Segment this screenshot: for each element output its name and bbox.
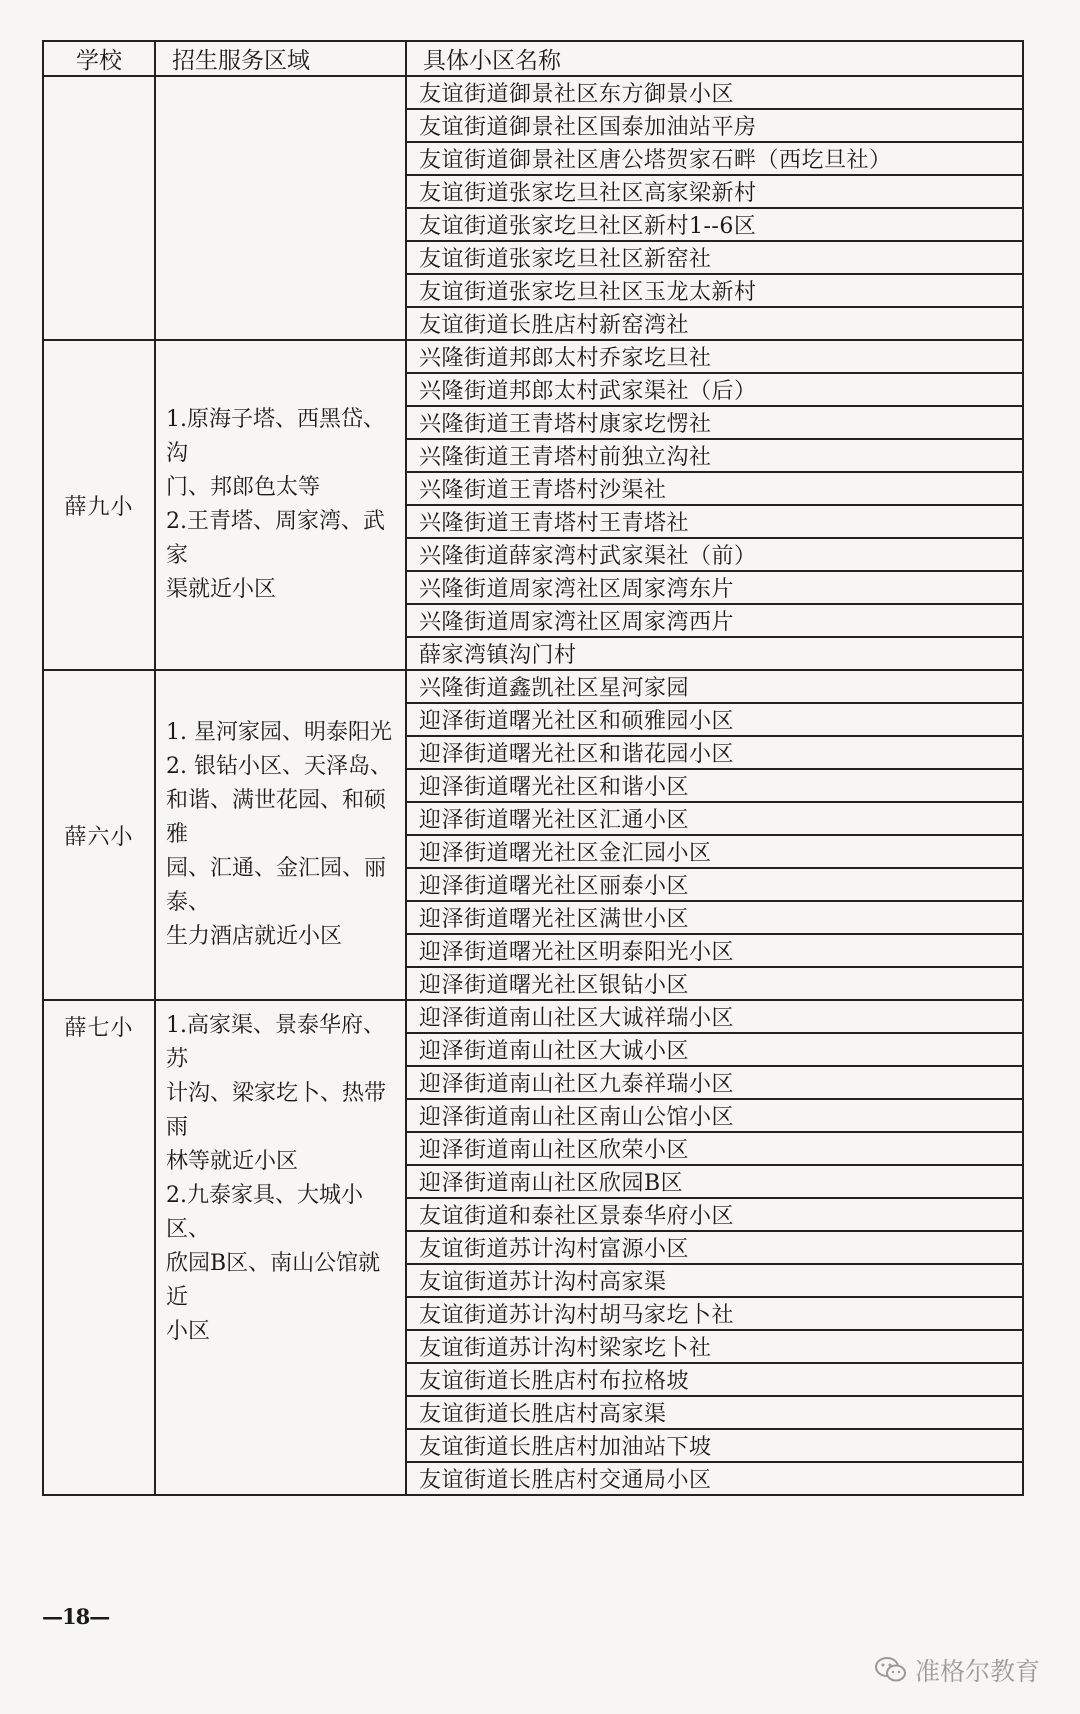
- community-name-cell: 迎泽街道曙光社区和硕雅园小区: [406, 703, 1023, 736]
- community-name-cell: 薛家湾镇沟门村: [406, 637, 1023, 670]
- table-row: [43, 340, 1023, 373]
- header-service-area: [155, 41, 406, 76]
- service-area-line: 计沟、梁家圪卜、热带雨: [166, 1081, 387, 1140]
- service-area-line: 1. 星河家园、明泰阳光: [166, 720, 392, 745]
- header-school: 学校: [43, 41, 155, 76]
- community-name-cell: 兴隆街道王青塔村王青塔社: [406, 505, 1023, 538]
- service-area-line: 小区: [166, 1319, 211, 1344]
- service-area-line: 园、汇通、金汇园、丽泰、: [166, 856, 387, 915]
- service-area-line: 渠就近小区: [166, 577, 277, 602]
- service-area-line: 2.九泰家具、大城小区、: [166, 1183, 363, 1242]
- table-row: [43, 76, 1023, 109]
- community-name-cell: 友谊街道长胜店村新窑湾社: [406, 307, 1023, 340]
- community-name-cell: 友谊街道张家圪旦社区玉龙太新村: [406, 274, 1023, 307]
- header-service-area-label: 招生服务区域: [172, 48, 310, 74]
- community-name-cell: 友谊街道苏计沟村胡马家圪卜社: [406, 1297, 1023, 1330]
- community-name-cell: 兴隆街道邦郎太村乔家圪旦社: [406, 340, 1023, 373]
- header-community-name: [406, 41, 1023, 76]
- community-name-cell: 兴隆街道王青塔村前独立沟社: [406, 439, 1023, 472]
- community-name-cell: 兴隆街道周家湾社区周家湾西片: [406, 604, 1023, 637]
- school-cell: 薛九小: [43, 340, 155, 670]
- community-name-cell: 兴隆街道鑫凯社区星河家园: [406, 670, 1023, 703]
- service-area-line: 1.原海子塔、西黑岱、沟: [166, 407, 385, 466]
- service-area-cell: [155, 670, 406, 1000]
- wechat-icon: [875, 1656, 907, 1684]
- community-name-cell: 友谊街道长胜店村交通局小区: [406, 1462, 1023, 1495]
- school-cell: 薛六小: [43, 670, 155, 1000]
- community-name-cell: 友谊街道长胜店村加油站下坡: [406, 1429, 1023, 1462]
- service-area-line: 生力酒店就近小区: [166, 924, 343, 949]
- community-name-cell: 友谊街道苏计沟村梁家圪卜社: [406, 1330, 1023, 1363]
- watermark: [875, 1652, 1040, 1688]
- community-name-cell: 迎泽街道南山社区欣园B区: [406, 1165, 1023, 1198]
- service-area-cell: [155, 340, 406, 670]
- community-name-cell: 迎泽街道曙光社区金汇园小区: [406, 835, 1023, 868]
- service-area-line: 2. 银钻小区、天泽岛、: [166, 754, 392, 779]
- table-body: [43, 76, 1023, 1495]
- service-area-line: 2.王青塔、周家湾、武家: [166, 509, 385, 568]
- community-name-cell: 迎泽街道曙光社区汇通小区: [406, 802, 1023, 835]
- service-area-line: 门、邦郎色太等: [166, 475, 321, 500]
- community-name-cell: 迎泽街道曙光社区和谐花园小区: [406, 736, 1023, 769]
- service-area-line: 和谐、满世花园、和硕雅: [166, 788, 387, 847]
- page-number: —18—: [42, 1604, 110, 1629]
- community-name-cell: 兴隆街道周家湾社区周家湾东片: [406, 571, 1023, 604]
- service-area-line: 1.高家渠、景泰华府、苏: [166, 1013, 385, 1072]
- table-row: [43, 670, 1023, 703]
- community-name-cell: 迎泽街道曙光社区和谐小区: [406, 769, 1023, 802]
- community-name-cell: 友谊街道苏计沟村富源小区: [406, 1231, 1023, 1264]
- community-name-cell: 迎泽街道南山社区九泰祥瑞小区: [406, 1066, 1023, 1099]
- header-community-name-label: 具体小区名称: [423, 48, 561, 74]
- community-name-cell: 兴隆街道邦郎太村武家渠社（后）: [406, 373, 1023, 406]
- community-name-cell: 友谊街道御景社区东方御景小区: [406, 76, 1023, 109]
- community-name-cell: 友谊街道长胜店村高家渠: [406, 1396, 1023, 1429]
- community-name-cell: 兴隆街道薛家湾村武家渠社（前）: [406, 538, 1023, 571]
- school-cell: [43, 76, 155, 340]
- service-area-cell: [155, 76, 406, 340]
- community-name-cell: 友谊街道御景社区国泰加油站平房: [406, 109, 1023, 142]
- community-name-cell: 兴隆街道王青塔村沙渠社: [406, 472, 1023, 505]
- community-name-cell: 友谊街道张家圪旦社区新村1--6区: [406, 208, 1023, 241]
- service-area-line: 林等就近小区: [166, 1149, 299, 1174]
- table-row: [43, 1000, 1023, 1033]
- header-row: [43, 41, 1023, 76]
- community-name-cell: 迎泽街道南山社区南山公馆小区: [406, 1099, 1023, 1132]
- community-name-cell: 迎泽街道曙光社区银钻小区: [406, 967, 1023, 1000]
- community-name-cell: 迎泽街道南山社区大诚小区: [406, 1033, 1023, 1066]
- watermark-text: 准格尔教育: [914, 1657, 1040, 1686]
- community-name-cell: 迎泽街道曙光社区丽泰小区: [406, 868, 1023, 901]
- community-name-cell: 迎泽街道曙光社区明泰阳光小区: [406, 934, 1023, 967]
- community-name-cell: 友谊街道苏计沟村高家渠: [406, 1264, 1023, 1297]
- service-area-cell: [155, 1000, 406, 1495]
- community-name-cell: 友谊街道长胜店村布拉格坡: [406, 1363, 1023, 1396]
- community-name-cell: 友谊街道张家圪旦社区高家梁新村: [406, 175, 1023, 208]
- community-name-cell: 友谊街道张家圪旦社区新窑社: [406, 241, 1023, 274]
- community-name-cell: 迎泽街道南山社区欣荣小区: [406, 1132, 1023, 1165]
- community-name-cell: 友谊街道御景社区唐公塔贺家石畔（西圪旦社）: [406, 142, 1023, 175]
- community-name-cell: 兴隆街道王青塔村康家圪愣社: [406, 406, 1023, 439]
- community-name-cell: 迎泽街道南山社区大诚祥瑞小区: [406, 1000, 1023, 1033]
- school-cell: 薛七小: [43, 1000, 155, 1495]
- service-area-line: 欣园B区、南山公馆就近: [166, 1251, 381, 1310]
- community-name-cell: 友谊街道和泰社区景泰华府小区: [406, 1198, 1023, 1231]
- community-name-cell: 迎泽街道曙光社区满世小区: [406, 901, 1023, 934]
- enrollment-table: [42, 40, 1024, 1496]
